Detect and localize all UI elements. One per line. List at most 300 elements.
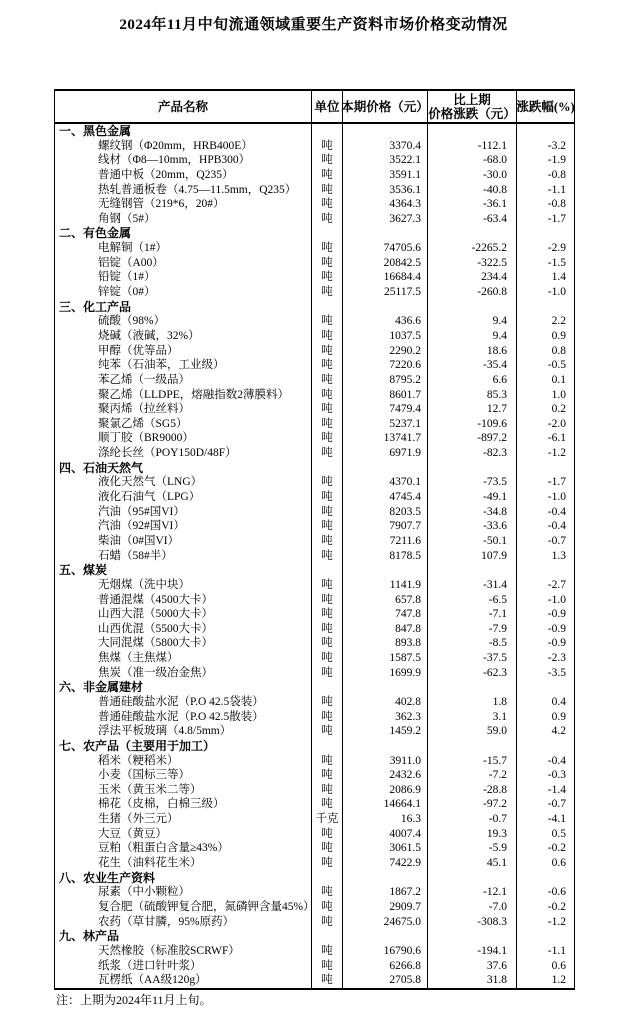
price-cell: 2909.7 (342, 900, 427, 915)
product-name: 顺丁胶（BR9000） (98, 432, 194, 445)
change-cell (427, 461, 516, 476)
change-cell: 1.8 (427, 695, 516, 710)
price-cell: 893.8 (342, 636, 427, 651)
change-cell: 59.0 (427, 724, 516, 739)
table-row (55, 900, 574, 915)
col-header-change (427, 91, 516, 122)
pct-cell: 0.2 (516, 402, 574, 417)
unit-cell: 吨 (311, 944, 342, 959)
pct-cell: -2.7 (516, 578, 574, 593)
price-cell: 8203.5 (342, 505, 427, 520)
product-name: 液化天然气（LNG） (98, 476, 203, 489)
price-cell: 8178.5 (342, 549, 427, 564)
col-header-change-line2: 价格涨跌（元） (428, 106, 516, 121)
product-name: 山西大混（5000大卡） (98, 608, 213, 621)
change-cell: -322.5 (427, 256, 516, 271)
table-row (55, 754, 574, 769)
pct-cell: 0.9 (516, 710, 574, 725)
change-cell: -33.6 (427, 519, 516, 534)
change-cell (427, 871, 516, 886)
unit-cell: 吨 (311, 373, 342, 388)
product-name: 花生（油料花生米） (98, 857, 202, 870)
table-row (55, 446, 574, 461)
product-name: 柴油（0#国VI） (98, 534, 180, 547)
price-cell: 3522.1 (342, 153, 427, 168)
pct-cell: 0.6 (516, 959, 574, 974)
table-row (55, 212, 574, 227)
unit-cell: 吨 (311, 329, 342, 344)
price-cell: 3627.3 (342, 212, 427, 227)
change-cell: -260.8 (427, 285, 516, 300)
price-table (54, 89, 575, 990)
price-cell: 402.8 (342, 695, 427, 710)
unit-cell: 吨 (311, 344, 342, 359)
change-cell: 45.1 (427, 856, 516, 871)
pct-cell: 1.3 (516, 549, 574, 564)
price-cell: 847.8 (342, 622, 427, 637)
unit-cell: 吨 (311, 607, 342, 622)
product-name: 硫酸（98%） (98, 315, 166, 328)
price-cell: 5237.1 (342, 417, 427, 432)
pct-cell: -0.4 (516, 754, 574, 769)
price-cell (342, 124, 427, 139)
unit-cell: 吨 (311, 783, 342, 798)
pct-cell: 0.6 (516, 856, 574, 871)
unit-cell: 吨 (311, 505, 342, 520)
pct-cell: 4.2 (516, 724, 574, 739)
change-cell: -62.3 (427, 666, 516, 681)
price-cell: 1459.2 (342, 724, 427, 739)
unit-cell: 吨 (311, 651, 342, 666)
unit-cell: 吨 (311, 197, 342, 212)
product-name: 普通硅酸盐水泥（P.O 42.5袋装） (98, 695, 264, 708)
price-cell: 8601.7 (342, 388, 427, 403)
pct-cell (516, 226, 574, 241)
unit-cell: 吨 (311, 593, 342, 608)
price-cell: 4007.4 (342, 827, 427, 842)
pct-cell: -0.5 (516, 358, 574, 373)
product-name: 铝锭（A00） (98, 256, 164, 269)
unit-cell: 吨 (311, 797, 342, 812)
pct-cell (516, 563, 574, 578)
unit-cell: 吨 (311, 900, 342, 915)
price-cell: 13741.7 (342, 431, 427, 446)
unit-cell: 吨 (311, 841, 342, 856)
unit-cell (311, 739, 342, 754)
table-row (55, 505, 574, 520)
table-row (55, 534, 574, 549)
section-row (55, 300, 574, 315)
product-name: 普通混煤（4500大卡） (98, 593, 213, 606)
section-label: 七、农产品（主要用于加工） (59, 738, 216, 753)
unit-cell: 吨 (311, 402, 342, 417)
change-cell: -7.0 (427, 900, 516, 915)
pct-cell: -1.9 (516, 153, 574, 168)
unit-cell (311, 226, 342, 241)
unit-cell: 吨 (311, 622, 342, 637)
table-row (55, 285, 574, 300)
table-row (55, 183, 574, 198)
price-cell: 747.8 (342, 607, 427, 622)
pct-cell (516, 300, 574, 315)
change-cell: -50.1 (427, 534, 516, 549)
unit-cell (311, 871, 342, 886)
change-cell (427, 226, 516, 241)
pct-cell: -2.3 (516, 651, 574, 666)
col-header-price: 本期价格（元） (342, 91, 427, 122)
pct-cell: -0.4 (516, 505, 574, 520)
section-row (55, 563, 574, 578)
unit-cell: 千克 (311, 812, 342, 827)
price-cell: 1037.5 (342, 329, 427, 344)
change-cell: -68.0 (427, 153, 516, 168)
change-cell: -0.7 (427, 812, 516, 827)
change-cell: -37.5 (427, 651, 516, 666)
price-cell (342, 461, 427, 476)
price-cell: 16790.6 (342, 944, 427, 959)
product-name: 纸浆（进口针叶浆） (98, 959, 202, 972)
table-row (55, 856, 574, 871)
table-row (55, 636, 574, 651)
col-header-product: 产品名称 (157, 99, 208, 114)
unit-cell: 吨 (311, 212, 342, 227)
unit-cell: 吨 (311, 915, 342, 930)
pct-cell: -6.1 (516, 431, 574, 446)
change-cell: 107.9 (427, 549, 516, 564)
pct-cell: -0.9 (516, 622, 574, 637)
product-name: 角钢（5#） (98, 212, 156, 225)
change-cell: -31.4 (427, 578, 516, 593)
change-cell: -2265.2 (427, 241, 516, 256)
price-cell: 362.3 (342, 710, 427, 725)
product-name: 普通中板（20mm，Q235） (98, 168, 234, 181)
pct-cell: -0.8 (516, 168, 574, 183)
pct-cell: -1.4 (516, 783, 574, 798)
section-label: 九、林产品 (59, 929, 120, 944)
price-cell (342, 871, 427, 886)
table-row (55, 402, 574, 417)
change-cell (427, 124, 516, 139)
table-row (55, 549, 574, 564)
change-cell: -897.2 (427, 431, 516, 446)
price-cell (342, 680, 427, 695)
price-cell: 3591.1 (342, 168, 427, 183)
price-cell: 16.3 (342, 812, 427, 827)
pct-cell: -3.2 (516, 139, 574, 154)
change-cell (427, 563, 516, 578)
pct-cell: -0.9 (516, 607, 574, 622)
change-cell: -112.1 (427, 139, 516, 154)
table-row (55, 344, 574, 359)
table-row (55, 197, 574, 212)
table-row (55, 168, 574, 183)
change-cell: -12.1 (427, 885, 516, 900)
price-cell: 8795.2 (342, 373, 427, 388)
change-cell: 85.3 (427, 388, 516, 403)
change-cell: -194.1 (427, 944, 516, 959)
change-cell: 234.4 (427, 270, 516, 285)
change-cell: -36.1 (427, 197, 516, 212)
change-cell: -7.9 (427, 622, 516, 637)
unit-cell: 吨 (311, 856, 342, 871)
change-cell: 6.6 (427, 373, 516, 388)
pct-cell: -0.4 (516, 519, 574, 534)
section-label: 一、黑色金属 (59, 124, 132, 138)
col-header-change-line1: 比上期 (453, 92, 491, 107)
pct-cell (516, 871, 574, 886)
price-cell: 7211.6 (342, 534, 427, 549)
product-name: 大豆（黄豆） (98, 827, 167, 840)
table-row (55, 915, 574, 930)
price-cell: 16684.4 (342, 270, 427, 285)
unit-cell: 吨 (311, 388, 342, 403)
product-name: 豆粕（粗蛋白含量≥43%） (98, 842, 229, 855)
table-row (55, 358, 574, 373)
price-cell: 6971.9 (342, 446, 427, 461)
pct-cell: -1.5 (516, 256, 574, 271)
table-row (55, 768, 574, 783)
product-name: 液化石油气（LPG） (98, 491, 201, 504)
change-cell: 37.6 (427, 959, 516, 974)
pct-cell: 0.5 (516, 827, 574, 842)
price-cell (342, 226, 427, 241)
product-name: 棉花（皮棉，白棉三级） (98, 798, 225, 811)
pct-cell: -1.7 (516, 475, 574, 490)
price-cell: 3911.0 (342, 754, 427, 769)
unit-cell (311, 461, 342, 476)
price-cell: 1587.5 (342, 651, 427, 666)
product-name: 汽油（92#国VI） (98, 520, 185, 533)
change-cell (427, 739, 516, 754)
product-name: 瓦楞纸（AA级120g） (98, 974, 207, 987)
product-name: 电解铜（1#） (98, 242, 167, 255)
pct-cell (516, 680, 574, 695)
pct-cell: -4.1 (516, 812, 574, 827)
unit-cell: 吨 (311, 534, 342, 549)
section-row (55, 226, 574, 241)
table-row (55, 622, 574, 637)
price-cell (342, 300, 427, 315)
pct-cell: -0.3 (516, 768, 574, 783)
change-cell: -49.1 (427, 490, 516, 505)
table-row (55, 153, 574, 168)
table-row (55, 710, 574, 725)
table-row (55, 388, 574, 403)
product-name: 焦煤（主焦煤） (98, 652, 179, 665)
product-name: 石蜡（58#半） (98, 549, 173, 562)
change-cell: -7.1 (427, 607, 516, 622)
product-name: 焦炭（准一级冶金焦） (98, 666, 213, 679)
product-name: 复合肥（硫酸钾复合肥，氮磷钾含量45%） (98, 900, 315, 913)
product-name: 农药（草甘膦，95%原药） (98, 915, 235, 928)
product-name: 天然橡胶（标准胶SCRWF） (98, 944, 240, 957)
price-cell: 1141.9 (342, 578, 427, 593)
price-cell: 24675.0 (342, 915, 427, 930)
pct-cell: 0.8 (516, 344, 574, 359)
pct-cell: -1.0 (516, 490, 574, 505)
unit-cell: 吨 (311, 446, 342, 461)
product-name: 聚乙烯（LLDPE，熔融指数2薄膜料） (98, 388, 290, 401)
price-cell: 1699.9 (342, 666, 427, 681)
product-name: 普通硅酸盐水泥（P.O 42.5散装） (98, 710, 264, 723)
product-name: 涤纶长丝（POY150D/48F） (98, 447, 237, 460)
table-body (55, 124, 574, 988)
unit-cell: 吨 (311, 578, 342, 593)
unit-cell: 吨 (311, 959, 342, 974)
unit-cell: 吨 (311, 285, 342, 300)
page-title: 2024年11月中旬流通领域重要生产资料市场价格变动情况 (119, 17, 508, 33)
change-cell: -82.3 (427, 446, 516, 461)
pct-cell: -0.7 (516, 797, 574, 812)
table-row (55, 314, 574, 329)
pct-cell: -0.7 (516, 534, 574, 549)
table-row (55, 593, 574, 608)
price-cell: 1867.2 (342, 885, 427, 900)
product-name: 尿素（中小颗粒） (98, 886, 190, 899)
price-cell: 7479.4 (342, 402, 427, 417)
price-cell: 2432.6 (342, 768, 427, 783)
pct-cell: -2.0 (516, 417, 574, 432)
change-cell: -30.0 (427, 168, 516, 183)
section-label: 四、石油天然气 (59, 460, 144, 475)
change-cell (427, 680, 516, 695)
section-label: 五、煤炭 (59, 563, 108, 578)
unit-cell (311, 680, 342, 695)
price-cell: 4745.4 (342, 490, 427, 505)
product-name: 生猪（外三元） (98, 813, 179, 826)
product-name: 聚氯乙烯（SG5） (98, 417, 188, 430)
price-cell: 7422.9 (342, 856, 427, 871)
change-cell: -34.8 (427, 505, 516, 520)
unit-cell (311, 300, 342, 315)
unit-cell (311, 124, 342, 139)
product-name: 螺纹钢（Φ20mm，HRB400E） (98, 139, 253, 152)
product-name: 稻米（粳稻米） (98, 754, 179, 767)
section-label: 三、化工产品 (59, 299, 132, 314)
unit-cell: 吨 (311, 885, 342, 900)
table-row (55, 373, 574, 388)
unit-cell: 吨 (311, 973, 342, 988)
unit-cell: 吨 (311, 724, 342, 739)
unit-cell: 吨 (311, 431, 342, 446)
price-cell (342, 739, 427, 754)
unit-cell: 吨 (311, 490, 342, 505)
product-name: 热轧普通板卷（4.75—11.5mm，Q235） (98, 183, 297, 196)
table-row (55, 841, 574, 856)
col-header-pct: 涨跌幅(%) (516, 91, 574, 122)
unit-cell: 吨 (311, 636, 342, 651)
product-name: 玉米（黄玉米二等） (98, 783, 202, 796)
pct-cell: 0.4 (516, 695, 574, 710)
price-cell (342, 563, 427, 578)
price-cell: 6266.8 (342, 959, 427, 974)
change-cell: -97.2 (427, 797, 516, 812)
change-cell: -35.4 (427, 358, 516, 373)
table-row (55, 827, 574, 842)
section-label: 八、农业生产资料 (59, 870, 156, 885)
section-row (55, 680, 574, 695)
pct-cell: 0.9 (516, 329, 574, 344)
col-header-unit: 单位 (311, 91, 342, 122)
product-name: 线材（Φ8—10mm，HPB300） (98, 154, 251, 167)
table-row (55, 139, 574, 154)
change-cell: -8.5 (427, 636, 516, 651)
section-label: 六、非金属建材 (59, 680, 144, 695)
price-cell: 25117.5 (342, 285, 427, 300)
section-label: 二、有色金属 (59, 226, 132, 241)
price-cell: 3061.5 (342, 841, 427, 856)
table-row (55, 812, 574, 827)
unit-cell: 吨 (311, 241, 342, 256)
product-name: 大同混煤（5800大卡） (98, 637, 213, 650)
unit-cell: 吨 (311, 417, 342, 432)
table-header-row (55, 91, 574, 124)
product-name: 甲醇（优等品） (98, 344, 179, 357)
pct-cell: -2.9 (516, 241, 574, 256)
table-row (55, 944, 574, 959)
table-row (55, 783, 574, 798)
pct-cell: -1.1 (516, 944, 574, 959)
footnote: 注：上期为2024年11月上旬。 (56, 993, 212, 1007)
unit-cell: 吨 (311, 519, 342, 534)
section-row (55, 739, 574, 754)
pct-cell: 2.2 (516, 314, 574, 329)
table-row (55, 695, 574, 710)
change-cell: 19.3 (427, 827, 516, 842)
unit-cell (311, 563, 342, 578)
table-row (55, 959, 574, 974)
product-name: 浮法平板玻璃（4.8/5mm） (98, 725, 232, 738)
change-cell: 18.6 (427, 344, 516, 359)
change-cell: 31.8 (427, 973, 516, 988)
pct-cell: -3.5 (516, 666, 574, 681)
pct-cell: -0.6 (516, 885, 574, 900)
change-cell (427, 300, 516, 315)
unit-cell: 吨 (311, 710, 342, 725)
table-row (55, 885, 574, 900)
change-cell: -7.2 (427, 768, 516, 783)
unit-cell: 吨 (311, 168, 342, 183)
table-row (55, 431, 574, 446)
change-cell: 9.4 (427, 314, 516, 329)
change-cell: -40.8 (427, 183, 516, 198)
unit-cell: 吨 (311, 475, 342, 490)
product-name: 铅锭（1#） (98, 271, 156, 284)
change-cell (427, 929, 516, 944)
table-row (55, 666, 574, 681)
unit-cell: 吨 (311, 695, 342, 710)
product-name: 纯苯（石油苯，工业级） (98, 359, 225, 372)
unit-cell: 吨 (311, 139, 342, 154)
price-cell: 4364.3 (342, 197, 427, 212)
change-cell: -15.7 (427, 754, 516, 769)
unit-cell (311, 929, 342, 944)
pct-cell: -0.2 (516, 841, 574, 856)
product-name: 小麦（国标三等） (98, 769, 190, 782)
change-cell: 12.7 (427, 402, 516, 417)
price-cell: 74705.6 (342, 241, 427, 256)
pct-cell: -1.7 (516, 212, 574, 227)
unit-cell: 吨 (311, 358, 342, 373)
pct-cell: 1.4 (516, 270, 574, 285)
unit-cell: 吨 (311, 549, 342, 564)
price-cell: 7907.7 (342, 519, 427, 534)
change-cell: -28.8 (427, 783, 516, 798)
pct-cell (516, 461, 574, 476)
table-row (55, 241, 574, 256)
section-row (55, 124, 574, 139)
pct-cell: 1.0 (516, 388, 574, 403)
